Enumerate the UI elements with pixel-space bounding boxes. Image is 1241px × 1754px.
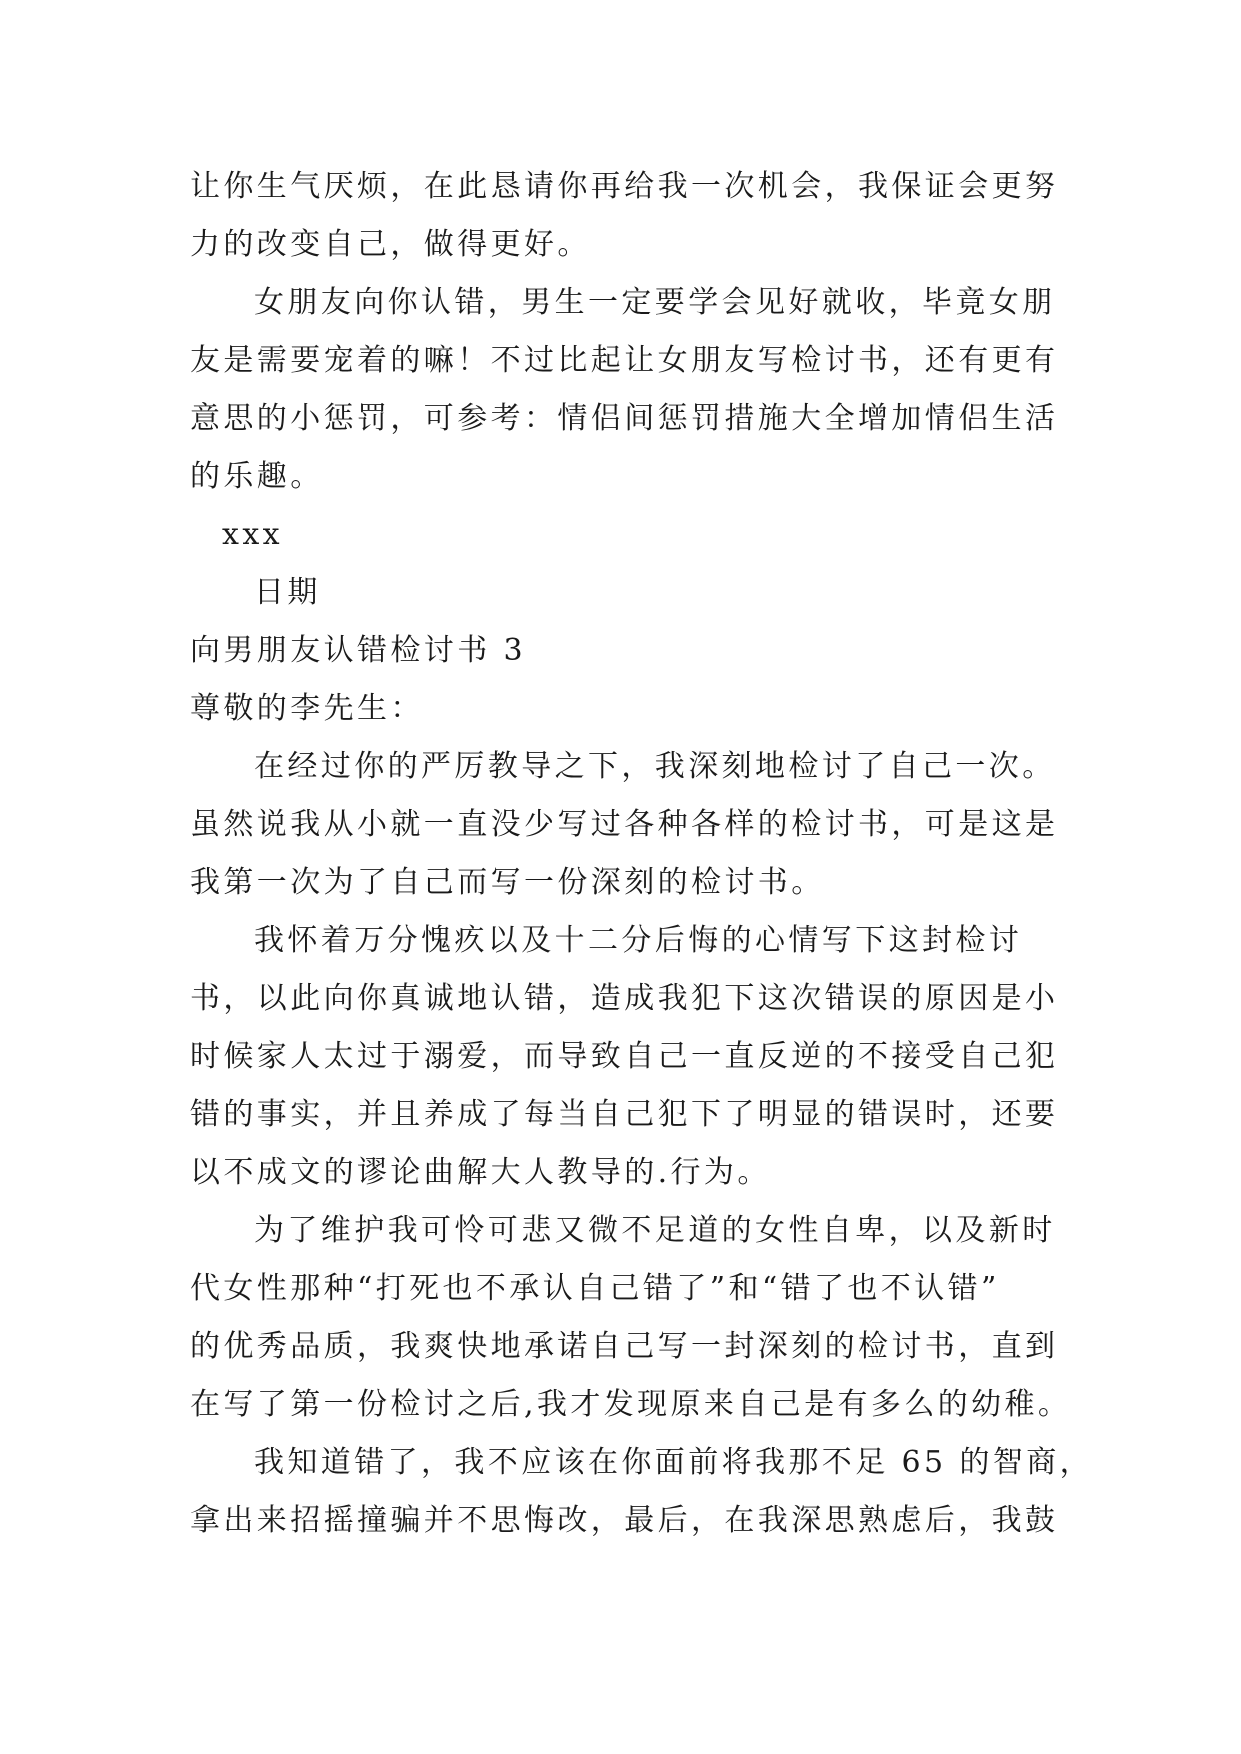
text-line: 意思的小惩罚，可参考：情侣间惩罚措施大全增加情侣生活 — [190, 401, 1059, 436]
signature-date: 日期 — [254, 575, 321, 610]
text-line: 让你生气厌烦，在此恳请你再给我一次机会，我保证会更努 — [190, 169, 1059, 204]
paragraph-first-line: 为了维护我可怜可悲又微不足道的女性自卑，以及新时 — [254, 1213, 1056, 1248]
text-line: 在写了第一份检讨之后,我才发现原来自己是有多么的幼稚。 — [190, 1387, 1072, 1422]
section-title: 向男朋友认错检讨书 3 — [190, 633, 527, 668]
text-line: 以不成文的谬论曲解大人教导的.行为。 — [190, 1155, 771, 1190]
paragraph-first-line: 我知道错了，我不应该在你面前将我那不足 65 的智商， — [254, 1445, 1094, 1480]
text-line: 时候家人太过于溺爱，而导致自己一直反逆的不接受自己犯 — [190, 1039, 1059, 1074]
text-line: 我第一次为了自己而写一份深刻的检讨书。 — [190, 865, 825, 900]
paragraph-first-line: 女朋友向你认错，男生一定要学会见好就收，毕竟女朋 — [254, 285, 1056, 320]
text-line: 友是需要宠着的嘛！不过比起让女朋友写检讨书，还有更有 — [190, 343, 1059, 378]
text-line: 拿出来招摇撞骗并不思悔改，最后，在我深思熟虑后，我鼓 — [190, 1503, 1059, 1538]
signature-name: xxx — [222, 517, 283, 552]
text-line: 力的改变自己，做得更好。 — [190, 227, 591, 262]
paragraph-first-line: 我怀着万分愧疚以及十二分后悔的心情写下这封检讨 — [254, 923, 1023, 958]
paragraph-first-line: 在经过你的严厉教导之下，我深刻地检讨了自己一次。 — [254, 749, 1056, 784]
text-line: 错的事实，并且养成了每当自己犯下了明显的错误时，还要 — [190, 1097, 1059, 1132]
text-line: 书，以此向你真诚地认错，造成我犯下这次错误的原因是小 — [190, 981, 1059, 1016]
text-line: 的乐趣。 — [190, 459, 324, 494]
salutation: 尊敬的李先生： — [190, 691, 424, 726]
text-line: 代女性那种“打死也不承认自己错了”和“错了也不认错” — [190, 1271, 1000, 1306]
text-line: 的优秀品质，我爽快地承诺自己写一封深刻的检讨书，直到 — [190, 1329, 1059, 1364]
text-line: 虽然说我从小就一直没少写过各种各样的检讨书，可是这是 — [190, 807, 1059, 842]
